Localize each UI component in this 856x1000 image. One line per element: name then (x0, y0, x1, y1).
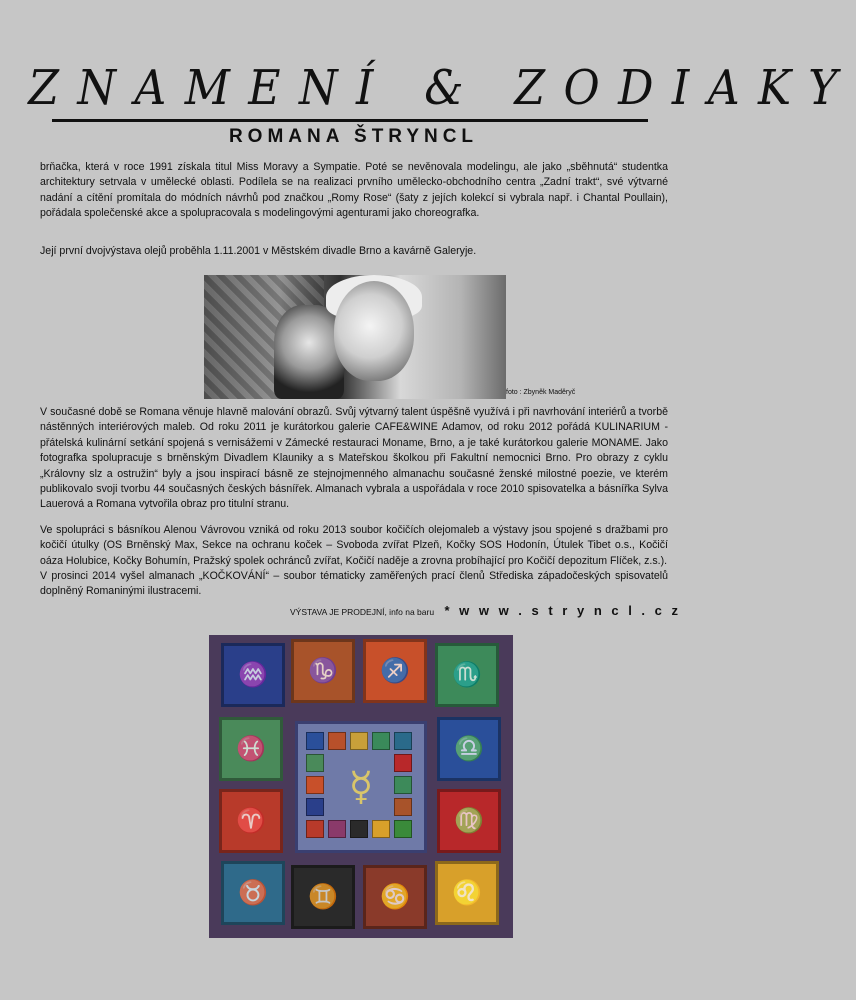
artist-name: ROMANA ŠTRYNCL (228, 126, 479, 147)
sagittarius-icon: ♐ (380, 657, 410, 685)
website-link[interactable]: * w w w . s t r y n c l . c z (444, 603, 681, 618)
title-underline (52, 119, 648, 122)
center-tile (394, 798, 412, 816)
center-sigil-icon: ☿ (348, 764, 374, 810)
photo-face (334, 281, 414, 381)
zodiac-tile (221, 643, 285, 707)
center-tile (306, 798, 324, 816)
center-tile (306, 776, 324, 794)
bio-paragraph-2: Její první dvojvýstava olejů proběhla 1.11.2001 v Městském divadle Brno a kavárně Galeryje. (40, 245, 477, 257)
sale-info (290, 603, 681, 618)
center-tile (350, 820, 368, 838)
center-tile (372, 732, 390, 750)
center-tile (394, 732, 412, 750)
bio-paragraph-1: brňačka, která v roce 1991 získala titul Miss Moravy a Sympatie. Poté se nevěnovala modelingu, ale jako „sběhnutá“ studentka architektury setrvala v umělecké oblasti. Podílela se na realizaci prvního umělecko-obchodního centra „Zadní trakt“, své výtvarné nadání a cítění promítala do módních návrhů pod značkou „Romy Rose“ (šaty z jejích kolekcí si vybrala např. i Chantal Poullain), pořádala společenské akce a spolupracovala s modelingovými agenturami jako choreografka. (40, 161, 668, 220)
zodiac-tile (219, 717, 283, 781)
aquarius-icon: ♒ (238, 661, 268, 689)
center-tile (328, 820, 346, 838)
bio-paragraph-3: V současné době se Romana věnuje hlavně malování obrazů. Svůj výtvarný talent úspěšně využívá i při navrhování interiérů a tvorbě nástěnných interiérových maleb. Od roku 2011 je kurátorkou galerie CAFE&WINE Adamov, od roku 2012 pořádá KULINARIUM - přátelská kulinární setkání spojená s vernisážemi v Zámecké restauraci Moname, Brno, a je také kurátorkou galerie MONAME. Jako fotografka spolupracuje s brněnským Divadlem Klauniky a s Mateřskou školkou při Fakultní nemocnici Brno. Pro obrazy z cyklu „Královny slz a ostružin“ byly a jsou inspirací básně ze stejnojmenného almanachu současné ženské milostné poezie, ve kterém publikovalo svoji tvorbu 44 současných českých básnířek. Almanach vybrala a uspořádala v roce 2010 spisovatelka a básnířka Sylva Lauerová a Romana vytvořila obraz pro titulní stranu. (40, 406, 668, 511)
zodiac-tile (291, 865, 355, 929)
page-title: ZNAMENÍ & ZODIAKY (28, 60, 856, 116)
center-tile (394, 820, 412, 838)
libra-icon: ♎ (454, 735, 484, 763)
zodiac-painting (209, 635, 513, 938)
zodiac-tile (221, 861, 285, 925)
capricorn-icon: ♑ (308, 657, 338, 685)
center-tile (394, 776, 412, 794)
zodiac-tile (219, 789, 283, 853)
cancer-icon: ♋ (380, 883, 410, 911)
bio-paragraph-5: V prosinci 2014 vyšel almanach „KOČKOVÁNÍ“ – soubor tématicky zaměřených prací členů Střediska západočeských spisovatelů doplněný Romaninými ilustracemi. (40, 570, 668, 598)
bio-paragraph-4: Ve spolupráci s básníkou Alenou Vávrovou vzniká od roku 2013 soubor kočičích olejomaleb a výstavy jsou spojené s dražbami pro kočičí útulky (OS Brněnský Max, Sekce na ochranu koček – Svoboda zvířat Plzeň, Kočky SOS Hodonín, Útulek Tibet o.s., Kočičí oáza Holubice, Kočky Bohumín, Pražský spolek ochránců zvířat, Kočičí naděje a zrovna probíhající pro Kočičí depozitum Flíček, z.s.). (40, 524, 668, 567)
pisces-icon: ♓ (236, 735, 266, 763)
virgo-icon: ♍ (454, 807, 484, 835)
taurus-icon: ♉ (238, 879, 268, 907)
leo-icon: ♌ (452, 879, 482, 907)
photo-caption: foto : Zbyněk Maděryč (506, 389, 576, 396)
zodiac-tile (435, 861, 499, 925)
scorpio-icon: ♏ (452, 661, 482, 689)
center-tile (306, 732, 324, 750)
zodiac-tile (435, 643, 499, 707)
zodiac-tile (437, 717, 501, 781)
photo-siamese-cat (274, 305, 344, 399)
center-tile (372, 820, 390, 838)
zodiac-tile (363, 865, 427, 929)
painting-center-panel (295, 721, 427, 853)
center-tile (328, 732, 346, 750)
aries-icon: ♈ (236, 807, 266, 835)
artist-photo (204, 275, 506, 399)
center-tile (350, 732, 368, 750)
center-tile (306, 754, 324, 772)
center-tile (306, 820, 324, 838)
sale-text: VÝSTAVA JE PRODEJNÍ, info na baru (289, 607, 435, 617)
center-tile (394, 754, 412, 772)
zodiac-tile (291, 639, 355, 703)
gemini-icon: ♊ (308, 883, 338, 911)
zodiac-tile (363, 639, 427, 703)
zodiac-tile (437, 789, 501, 853)
